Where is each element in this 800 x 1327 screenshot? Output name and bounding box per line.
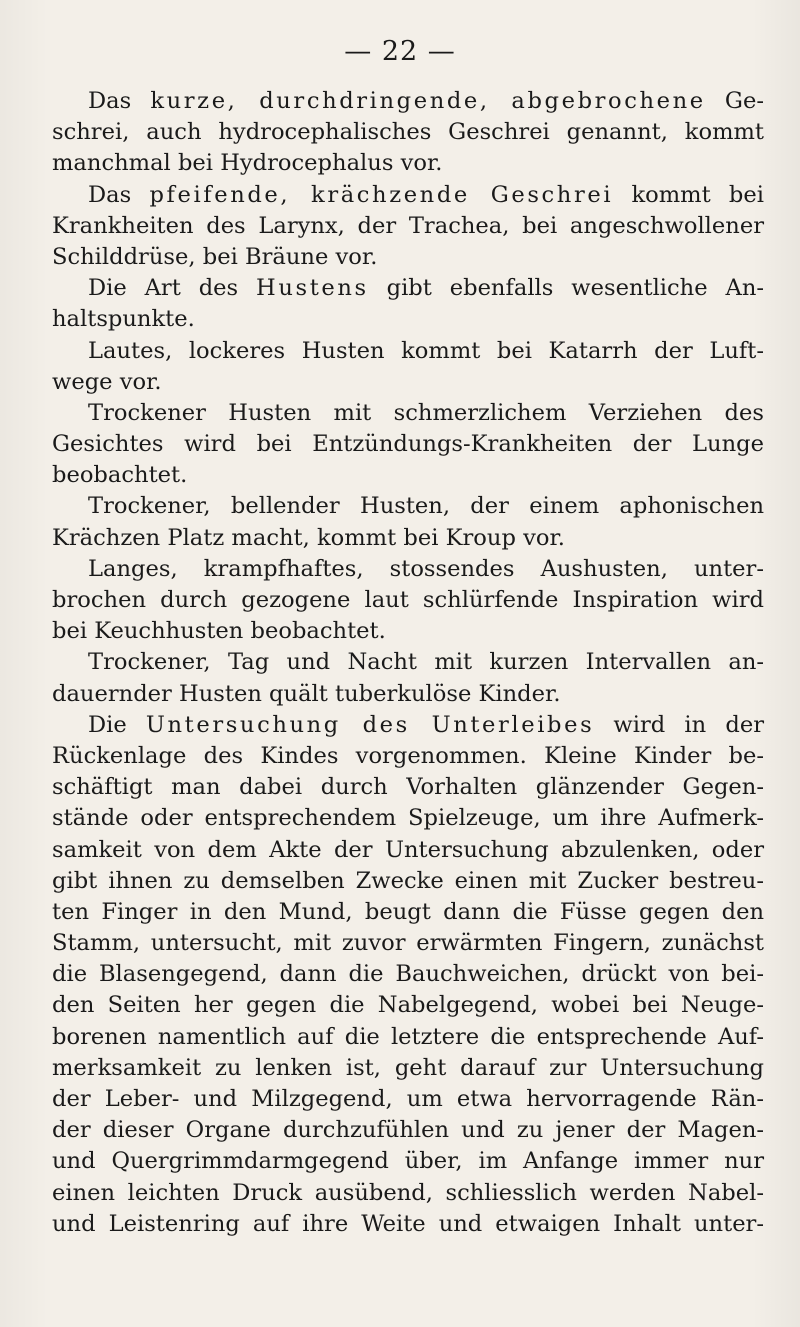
text-line: Gesichtes wird bei Entzündungs-Krankheiten der Lunge	[52, 431, 764, 458]
text-line: Schilddrüse, bei Bräune vor.	[52, 243, 378, 270]
text-line: schäftigt man dabei durch Vorhalten glänzender Gegen-	[52, 774, 764, 801]
text-line: Langes, krampfhaftes, stossendes Aushusten, unter-	[88, 555, 764, 582]
text-line: Trockener, bellender Husten, der einem aphonischen	[88, 493, 764, 520]
text-line: Die Untersuchung des Unterleibes wird in der	[88, 711, 764, 738]
text-line: Rückenlage des Kindes vorgenommen. Kleine Kinder be-	[52, 742, 764, 769]
text-line: Lautes, lockeres Husten kommt bei Katarrh der Luft-	[88, 337, 764, 364]
text-line: brochen durch gezogene laut schlürfende Inspiration wird	[52, 587, 764, 613]
emphasized-text: kurze, durchdringende, abgebrochene	[150, 88, 706, 114]
text-line: stände oder entsprechendem Spielzeuge, um ihre Aufmerk-	[52, 805, 764, 832]
text-line: Das kurze, durchdringende, abgebrochene Ge-	[88, 88, 764, 114]
text-line: Krächzen Platz macht, kommt bei Kroup vor.	[52, 524, 565, 551]
text-line: Krankheiten des Larynx, der Trachea, bei angeschwollener	[52, 212, 764, 239]
text-line: Trockener Husten mit schmerzlichem Verziehen des	[88, 399, 764, 426]
text-line: den Seiten her gegen die Nabelgegend, wobei bei Neuge-	[52, 992, 764, 1019]
text-line: merksamkeit zu lenken ist, geht darauf zur Untersuchung	[52, 1054, 764, 1081]
text-line: dauernder Husten quält tuberkulöse Kinder.	[52, 680, 561, 707]
text-line: der dieser Organe durchzufühlen und zu jener der Magen-	[52, 1117, 764, 1144]
text-line: und Quergrimmdarmgegend über, im Anfange immer nur	[52, 1148, 764, 1175]
text-line: Die Art des Hustens gibt ebenfalls wesentliche An-	[88, 275, 765, 302]
emphasized-text: pfeifende, krächzende Geschrei	[149, 181, 614, 208]
text-line: haltspunkte.	[52, 306, 195, 333]
text-line: gibt ihnen zu demselben Zwecke einen mit Zucker bestreu-	[52, 867, 764, 894]
text-line: manchmal bei Hydrocephalus vor.	[52, 150, 443, 177]
emphasized-text: Untersuchung des Unterleibes	[145, 711, 595, 738]
body-text	[52, 86, 764, 1240]
text-line: Das pfeifende, krächzende Geschrei kommt bei	[88, 181, 764, 208]
page-number: — 22 —	[344, 36, 456, 67]
text-line: und Leistenring auf ihre Weite und etwaigen Inhalt unter-	[52, 1210, 764, 1237]
text-line: bei Keuchhusten beobachtet.	[52, 618, 386, 645]
text-line: die Blasengegend, dann die Bauchweichen, drückt von bei-	[52, 961, 764, 988]
text-line: samkeit von dem Akte der Untersuchung abzulenken, oder	[52, 836, 764, 863]
text-line: borenen namentlich auf die letztere die entsprechende Auf-	[52, 1023, 764, 1050]
text-line: wege vor.	[52, 368, 162, 395]
emphasized-text: Hustens	[256, 275, 369, 302]
text-line: Trockener, Tag und Nacht mit kurzen Intervallen an-	[88, 649, 764, 676]
text-line: einen leichten Druck ausübend, schliesslich werden Nabel-	[52, 1179, 764, 1206]
text-line: beobachtet.	[52, 462, 188, 489]
text-line: schrei, auch hydrocephalisches Geschrei genannt, kommt	[52, 119, 764, 146]
text-line: ten Finger in den Mund, beugt dann die Füsse gegen den	[52, 898, 764, 925]
text-line: der Leber- und Milzgegend, um etwa hervorragende Rän-	[52, 1086, 764, 1112]
text-line: Stamm, untersucht, mit zuvor erwärmten Fingern, zunächst	[52, 930, 764, 957]
